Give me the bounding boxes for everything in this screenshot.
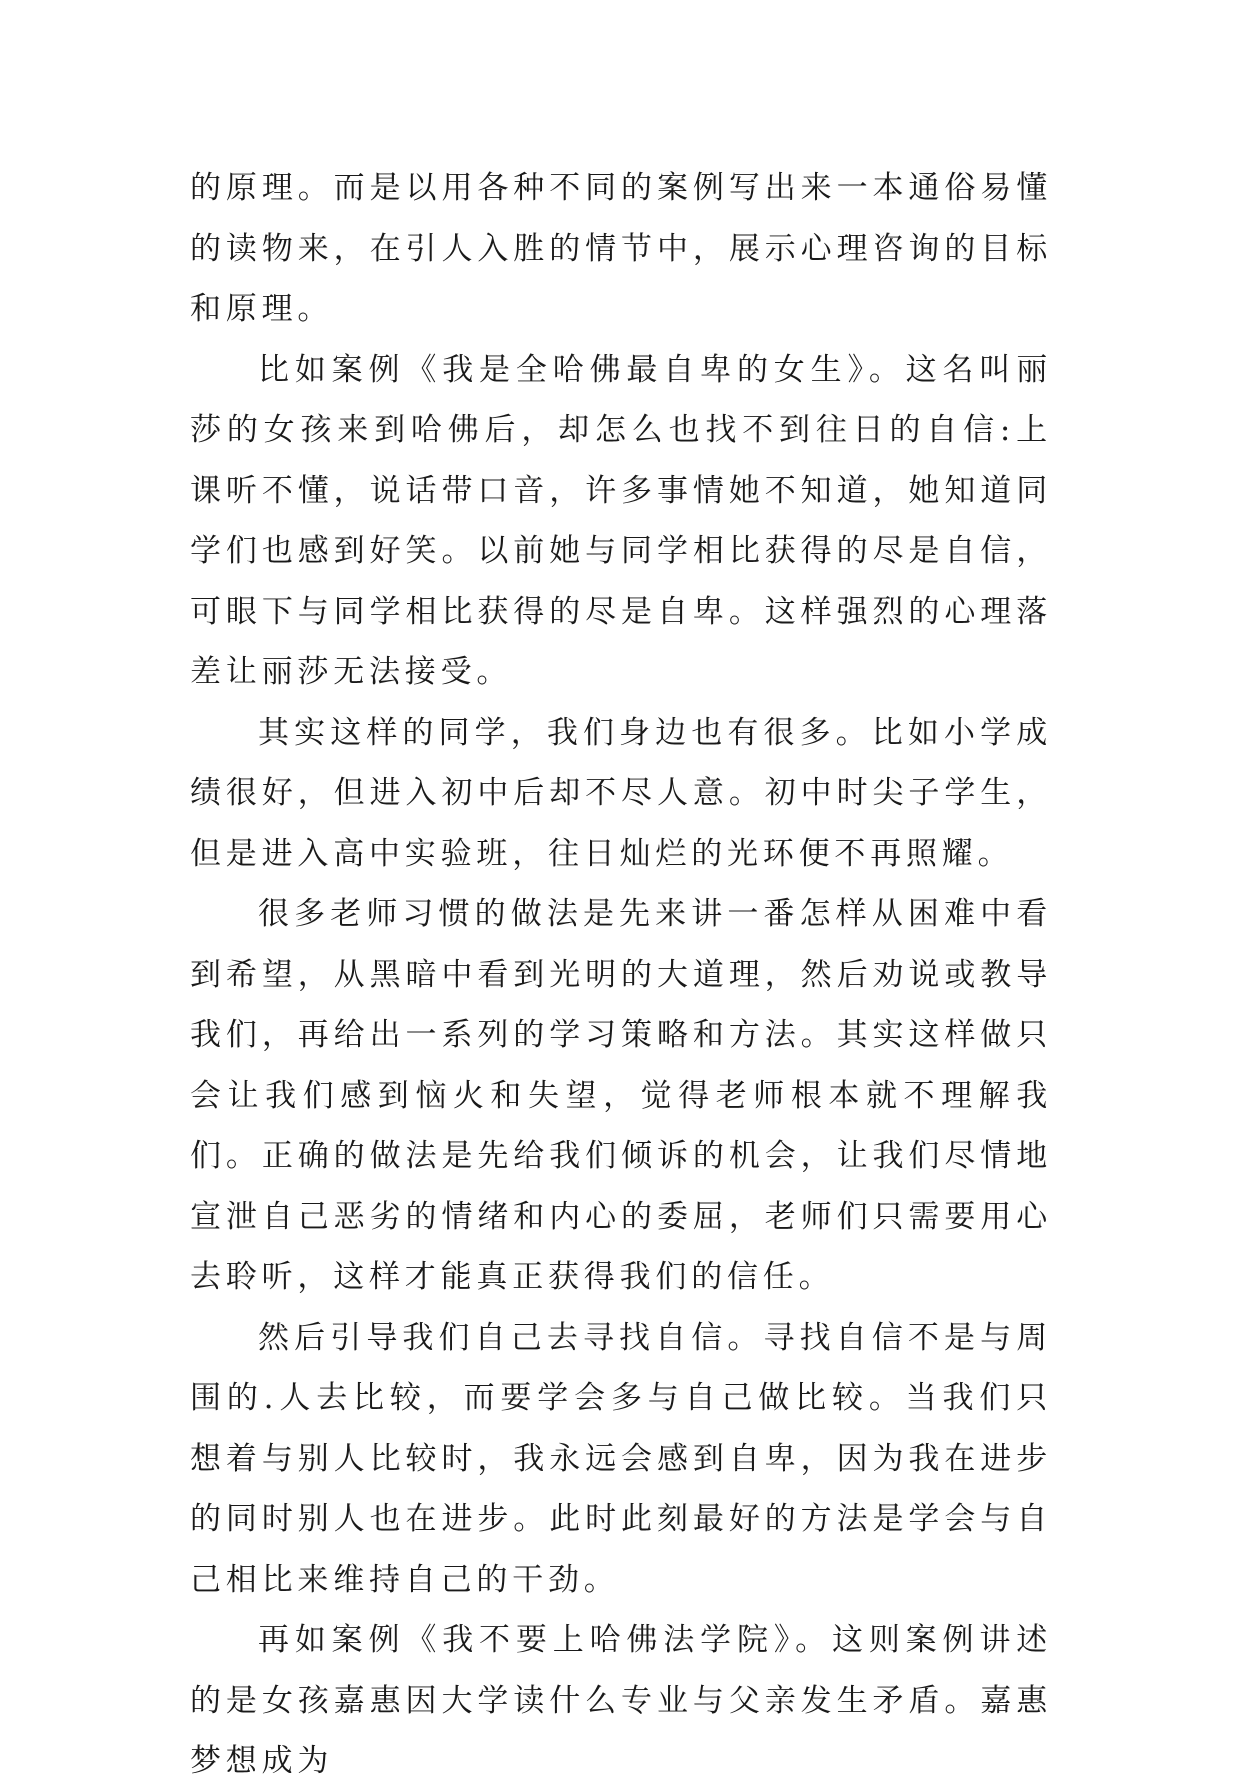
paragraph-3: 其实这样的同学，我们身边也有很多。比如小学成绩很好，但进入初中后却不尽人意。初中时尖子学生，但是进入高中实验班，往日灿烂的光环便不再照耀。 [190,714,1052,872]
paragraph-4: 很多老师习惯的做法是先来讲一番怎样从困难中看到希望，从黑暗中看到光明的大道理，然后劝说或教导我们，再给出一系列的学习策略和方法。其实这样做只会让我们感到恼火和失望，觉得老师根本就不理解我们。正确的做法是先给我们倾诉的机会，让我们尽情地宣泄自己恶劣的情绪和内心的委屈，老师们只需要用心去聆听，这样才能真正获得我们的信任。 [190,896,1052,1295]
paragraph-5: 然后引导我们自己去寻找自信。寻找自信不是与周围的.人去比较，而要学会多与自己做比较。当我们只想着与别人比较时，我永远会感到自卑，因为我在进步的同时别人也在进步。此时此刻最好的方法是学会与自己相比来维持自己的干劲。 [190,1319,1052,1598]
document-body [190,158,1052,1792]
paragraph-1: 的原理。而是以用各种不同的案例写出来一本通俗易懂的读物来，在引人入胜的情节中，展示心理咨询的目标和原理。 [190,170,1052,327]
paragraph-6: 再如案例《我不要上哈佛法学院》。这则案例讲述的是女孩嘉惠因大学读什么专业与父亲发生矛盾。嘉惠梦想成为 [190,1622,1052,1779]
paragraph-2: 比如案例《我是全哈佛最自卑的女生》。这名叫丽莎的女孩来到哈佛后，却怎么也找不到往日的自信:上课听不懂，说话带口音，许多事情她不知道，她知道同学们也感到好笑。以前她与同学相比获得的尽是自信，可眼下与同学相比获得的尽是自卑。这样强烈的心理落差让丽莎无法接受。 [190,351,1052,690]
